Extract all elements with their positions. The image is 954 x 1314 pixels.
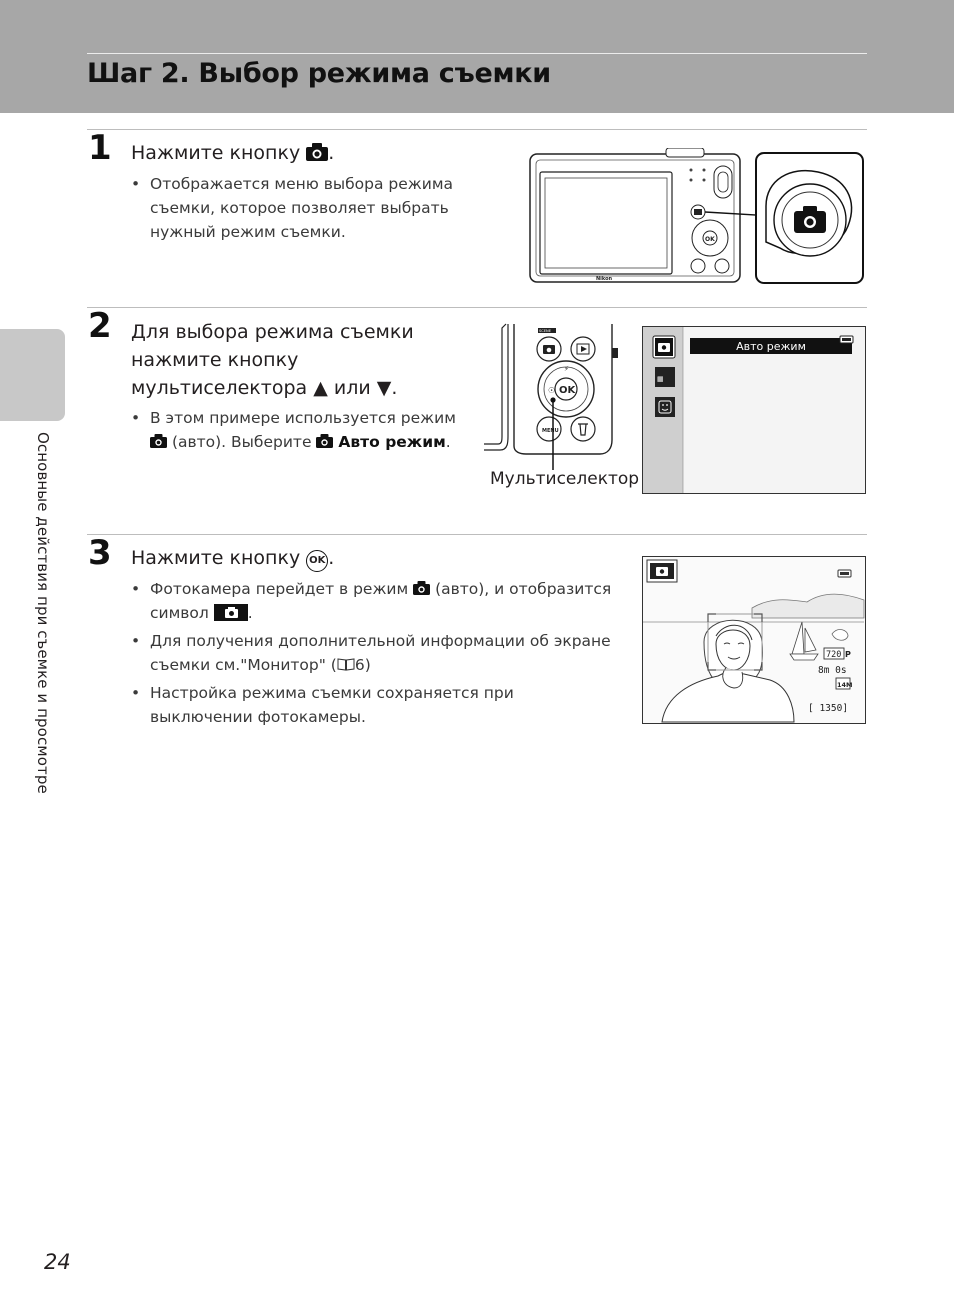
step-heading-suffix: . bbox=[328, 547, 335, 569]
bullet-dot: • bbox=[131, 175, 141, 193]
bullet-text: (авто). Выберите bbox=[171, 433, 312, 451]
bullet bbox=[131, 629, 611, 677]
camera-icon bbox=[306, 143, 328, 161]
step-heading-line: нажмите кнопку bbox=[131, 349, 299, 371]
or-text: или bbox=[333, 377, 371, 399]
page-title: Шаг 2. Выбор режима съемки bbox=[87, 58, 551, 89]
exposures-remaining: [ 1350] bbox=[808, 703, 849, 714]
bullet-dot: • bbox=[131, 632, 141, 650]
step-divider bbox=[87, 129, 867, 130]
shooting-mode-menu-screen bbox=[642, 326, 866, 494]
bullet-line: В этом примере используется режим bbox=[150, 409, 456, 427]
step-heading bbox=[131, 318, 414, 402]
side-tab-label: Основные действия при съемке и просмотре bbox=[34, 432, 52, 794]
ok-icon bbox=[306, 550, 328, 572]
heading-end: . bbox=[391, 377, 398, 399]
header-band bbox=[0, 0, 954, 113]
multiselector-illustration bbox=[484, 322, 622, 472]
bullet bbox=[131, 406, 456, 454]
bullet-text: Фотокамера перейдет в режим bbox=[150, 580, 409, 598]
movie-resolution: 720 bbox=[826, 650, 842, 660]
page-number: 24 bbox=[44, 1250, 71, 1274]
step-heading-text: Нажмите кнопку bbox=[131, 547, 301, 569]
step-number: 3 bbox=[88, 533, 112, 573]
step-divider bbox=[87, 534, 867, 535]
step-heading bbox=[131, 139, 334, 167]
bullet-bold-text: Авто режим bbox=[338, 433, 446, 451]
bullet-dot: • bbox=[131, 684, 141, 702]
step-heading-suffix: . bbox=[328, 142, 335, 164]
down-arrow-icon: ▼ bbox=[376, 377, 392, 399]
shooting-screen-illustration bbox=[642, 556, 866, 724]
step-heading-line: Для выбора режима съемки bbox=[131, 321, 414, 343]
bullet bbox=[131, 681, 514, 729]
bullet-dot: • bbox=[131, 409, 141, 427]
step-number: 2 bbox=[88, 306, 112, 346]
page-ref: 6) bbox=[354, 656, 371, 674]
svg-text:⚡: ⚡ bbox=[564, 365, 569, 373]
step-heading-text: мультиселектора bbox=[131, 377, 308, 399]
ok-label: OK bbox=[705, 236, 715, 243]
menu-item-label: Авто режим bbox=[736, 340, 806, 353]
bullet-line: выключении фотокамеры. bbox=[150, 708, 366, 726]
camera-back-illustration bbox=[528, 148, 866, 286]
step-heading-text: Нажмите кнопку bbox=[131, 142, 301, 164]
bullet-dot: • bbox=[131, 580, 141, 598]
svg-text:P: P bbox=[845, 650, 851, 659]
step-divider bbox=[87, 307, 867, 308]
bullet-line: съемки, которое позволяет выбрать bbox=[150, 199, 449, 217]
remaining-time: 8m 0s bbox=[818, 665, 847, 676]
svg-text:▦: ▦ bbox=[657, 375, 664, 383]
bullet-line: Настройка режима съемки сохраняется при bbox=[150, 684, 514, 702]
bullet bbox=[131, 577, 611, 625]
camera-icon bbox=[150, 434, 167, 448]
ok-icon-text: OK bbox=[309, 555, 326, 566]
bullet-line bbox=[131, 430, 456, 454]
camera-symbol-icon bbox=[214, 604, 248, 621]
camera-icon bbox=[316, 434, 333, 448]
bullet-line bbox=[131, 577, 611, 601]
header-rule bbox=[87, 53, 867, 54]
svg-text:☉: ☉ bbox=[548, 386, 556, 395]
figure-label: Мультиселектор bbox=[490, 469, 640, 489]
bullet-text: съемки см."Монитор" ( bbox=[150, 656, 337, 674]
book-icon bbox=[337, 654, 355, 668]
bullet-line: Для получения дополнительной информации об экране bbox=[150, 632, 611, 650]
menu-label: MENU bbox=[542, 428, 559, 434]
image-size: 14M bbox=[837, 681, 853, 689]
side-tab bbox=[0, 329, 65, 421]
bullet-end: . bbox=[445, 433, 451, 451]
step-heading-line-3 bbox=[131, 374, 414, 402]
bullet-text: символ bbox=[150, 604, 209, 622]
scene-label: SCENE bbox=[539, 329, 552, 333]
bullet-line bbox=[131, 601, 611, 625]
bullet bbox=[131, 172, 453, 244]
camera-icon bbox=[413, 581, 430, 595]
bullet-line bbox=[131, 653, 611, 677]
up-arrow-icon: ▲ bbox=[313, 377, 328, 399]
bullet-end: . bbox=[247, 604, 253, 622]
step-number: 1 bbox=[88, 128, 112, 168]
bullet-line: нужный режим съемки. bbox=[150, 223, 346, 241]
step-heading bbox=[131, 544, 334, 572]
ok-label: OK bbox=[559, 385, 576, 396]
bullet-line: Отображается меню выбора режима bbox=[150, 175, 454, 193]
camera-brand: Nikon bbox=[596, 276, 613, 282]
bullet-text: (авто), и отобразится bbox=[435, 580, 612, 598]
